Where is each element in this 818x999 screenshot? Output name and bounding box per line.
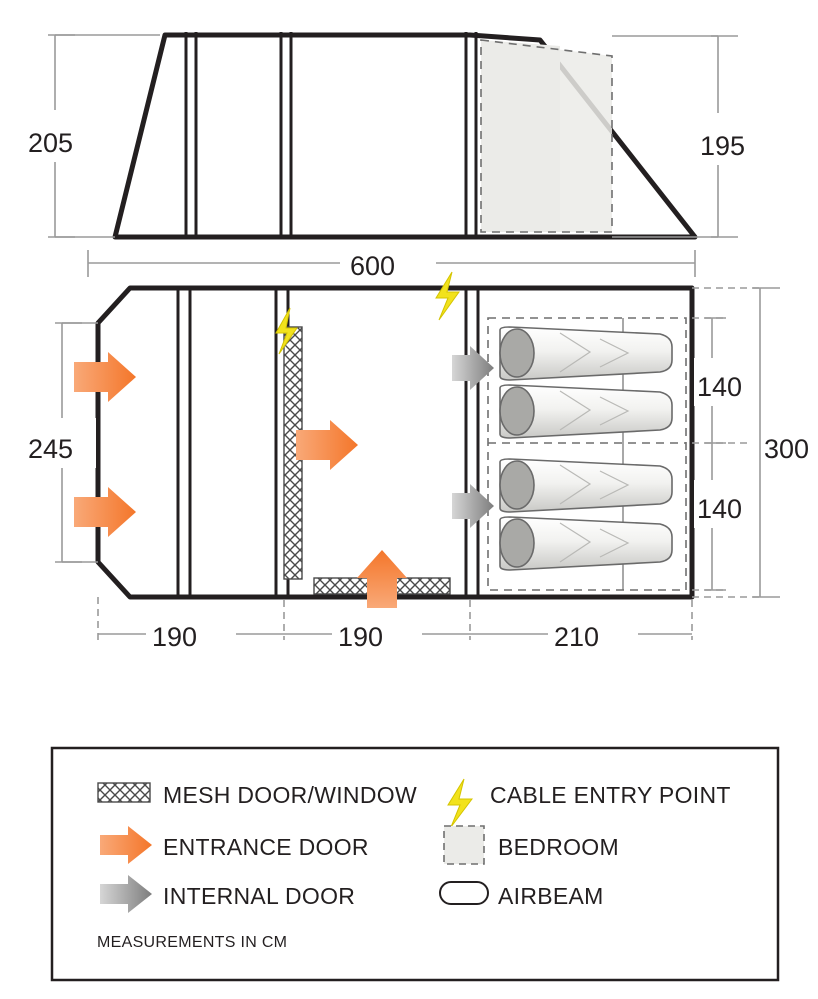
section-2-label: 190: [338, 622, 384, 652]
bedroom-icon: [444, 826, 484, 864]
legend-label-mesh: MESH DOOR/WINDOW: [163, 782, 417, 808]
bedroom-depth-bottom-label: 140: [697, 494, 743, 524]
sleeping-bag-2: [500, 385, 672, 438]
sleeping-bag-4: [500, 517, 672, 570]
legend-item-airbeam: [440, 882, 604, 909]
elevation-height-left-label: 205: [28, 128, 74, 158]
legend-measurement-note: MEASUREMENTS IN CM: [97, 934, 288, 951]
elevation-bedroom-shading-2: [481, 40, 612, 232]
legend-label-cable: CABLE ENTRY POINT: [490, 782, 731, 808]
floorplan-width-left-label: 245: [28, 434, 74, 464]
airbeam-icon: [440, 882, 488, 904]
legend-label-bedroom: BEDROOM: [498, 834, 619, 860]
elevation-view: [22, 32, 756, 286]
legend-label-entrance: ENTRANCE DOOR: [163, 834, 369, 860]
mesh-door-window-icon: [98, 783, 150, 802]
bedroom-depth-top-label: 140: [697, 372, 743, 402]
legend-panel: [52, 748, 778, 980]
elevation-length-label: 600: [350, 251, 396, 281]
sleeping-bag-1: [500, 327, 672, 380]
floorplan-width-right-label: 300: [764, 434, 810, 464]
floorplan-view: [24, 272, 818, 658]
section-3-label: 210: [554, 622, 600, 652]
elevation-height-right-label: 195: [700, 131, 746, 161]
sleeping-bag-3: [500, 459, 672, 512]
legend-label-internal: INTERNAL DOOR: [163, 883, 356, 909]
legend-label-airbeam: AIRBEAM: [498, 883, 604, 909]
section-1-label: 190: [152, 622, 198, 652]
